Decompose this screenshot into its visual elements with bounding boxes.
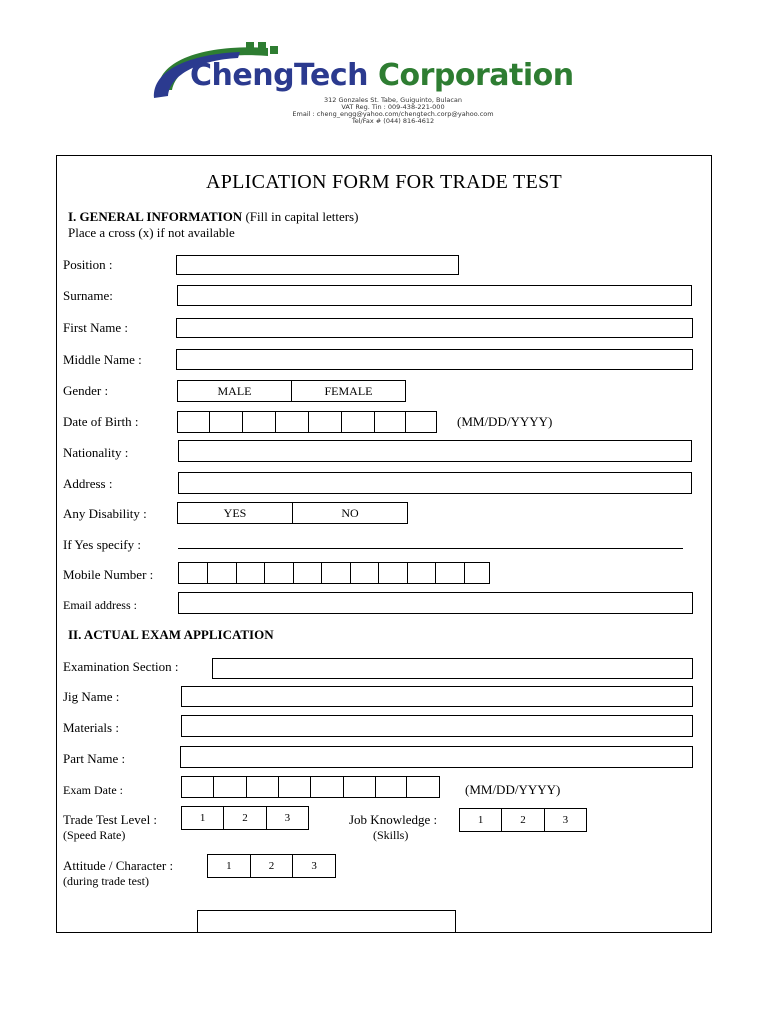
trade-test-scale	[181, 806, 309, 830]
trade-test-level-label: Trade Test Level :	[63, 812, 158, 827]
exam-date-cell[interactable]	[278, 777, 310, 797]
mobile-cell[interactable]	[464, 563, 489, 583]
email-line: Email : cheng_engg@yahoo.com/chengtech.corp@yahoo.com	[292, 110, 494, 118]
dob-cell[interactable]	[242, 412, 275, 432]
exam-date-cell[interactable]	[182, 777, 213, 797]
exam-date-cells[interactable]	[181, 776, 440, 798]
email-field[interactable]	[178, 592, 693, 614]
exam-date-label: Exam Date :	[63, 783, 123, 797]
middle-name-label: Middle Name :	[63, 352, 142, 367]
telfax-line: Tel/Fax # (044) 816-4612	[351, 117, 435, 125]
company-logo	[150, 40, 620, 125]
dob-label: Date of Birth :	[63, 414, 139, 429]
nationality-label: Nationality :	[63, 445, 129, 460]
mobile-cell[interactable]	[407, 563, 435, 583]
mobile-cells[interactable]	[178, 562, 490, 584]
dob-cell[interactable]	[209, 412, 242, 432]
address-label: Address :	[63, 476, 113, 491]
mobile-cell[interactable]	[378, 563, 407, 583]
attitude-option-1[interactable]: 1	[226, 860, 232, 872]
job-knowledge-label: Job Knowledge :	[349, 812, 438, 827]
jig-name-label: Jig Name :	[63, 689, 120, 704]
mobile-cell[interactable]	[264, 563, 293, 583]
disability-options	[177, 502, 408, 524]
exam-date-cell[interactable]	[375, 777, 406, 797]
exam-section-field[interactable]	[212, 658, 693, 679]
address-line: 312 Gonzales St. Tabe, Guiguinto, Bulacan	[323, 96, 463, 104]
job-knowledge-option-2[interactable]: 2	[501, 809, 543, 831]
nationality-field[interactable]	[178, 440, 692, 462]
position-label: Position :	[63, 257, 113, 272]
dob-cell[interactable]	[178, 412, 209, 432]
attitude-option-3[interactable]: 3	[292, 855, 335, 877]
dob-cell[interactable]	[374, 412, 405, 432]
materials-field[interactable]	[181, 715, 693, 737]
gender-options	[177, 380, 406, 402]
mobile-cell[interactable]	[207, 563, 236, 583]
attitude-label: Attitude / Character :	[63, 858, 174, 873]
email-label: Email address :	[63, 598, 137, 612]
dob-cell[interactable]	[308, 412, 341, 432]
jig-name-field[interactable]	[181, 686, 693, 707]
disability-option-yes[interactable]: YES	[223, 505, 247, 520]
mobile-cell[interactable]	[293, 563, 321, 583]
position-field[interactable]	[176, 255, 459, 275]
dob-cell[interactable]	[341, 412, 374, 432]
signature-box[interactable]	[197, 910, 456, 932]
surname-label: Surname:	[63, 288, 113, 303]
first-name-field[interactable]	[176, 318, 693, 338]
gender-option-male[interactable]: MALE	[217, 383, 252, 398]
dob-cells[interactable]	[177, 411, 437, 433]
materials-label: Materials :	[63, 720, 119, 735]
part-name-label: Part Name :	[63, 751, 126, 766]
exam-date-cell[interactable]	[213, 777, 246, 797]
section-exam-heading: II. ACTUAL EXAM APPLICATION	[68, 627, 274, 642]
part-name-field[interactable]	[180, 746, 693, 768]
company-name: ChengTech Corporation	[190, 58, 574, 93]
trade-test-option-2[interactable]: 2	[223, 807, 265, 829]
exam-date-cell[interactable]	[343, 777, 375, 797]
job-knowledge-option-3[interactable]: 3	[544, 809, 586, 831]
exam-date-format-hint: (MM/DD/YYYY)	[465, 782, 561, 797]
exam-section-label: Examination Section :	[63, 659, 179, 674]
trade-test-option-3[interactable]: 3	[266, 807, 308, 829]
job-knowledge-sub: (Skills)	[373, 828, 409, 842]
disability-label: Any Disability :	[63, 506, 147, 521]
job-knowledge-scale	[459, 808, 587, 832]
form-title: APLICATION FORM FOR TRADE TEST	[205, 171, 563, 193]
attitude-scale	[207, 854, 336, 878]
attitude-option-2[interactable]: 2	[250, 855, 293, 877]
if-yes-line[interactable]	[178, 548, 683, 549]
section-instruction: Place a cross (x) if not available	[68, 225, 235, 240]
dob-format-hint: (MM/DD/YYYY)	[457, 414, 553, 429]
middle-name-field[interactable]	[176, 349, 693, 370]
job-knowledge-option-1[interactable]: 1	[477, 814, 484, 826]
exam-date-cell[interactable]	[406, 777, 439, 797]
first-name-label: First Name :	[63, 320, 128, 335]
address-field[interactable]	[178, 472, 692, 494]
mobile-cell[interactable]	[435, 563, 464, 583]
dob-cell[interactable]	[405, 412, 436, 432]
mobile-label: Mobile Number :	[63, 567, 154, 582]
if-yes-label: If Yes specify :	[63, 537, 141, 552]
section-general-heading: I. GENERAL INFORMATION (Fill in capital letters)	[68, 209, 359, 224]
exam-date-cell[interactable]	[246, 777, 278, 797]
mobile-cell[interactable]	[350, 563, 378, 583]
mobile-cell[interactable]	[179, 563, 207, 583]
disability-option-no[interactable]: NO	[292, 503, 407, 523]
attitude-sub: (during trade test)	[63, 874, 149, 888]
vat-line: VAT Reg. Tin : 009-438-221-000	[341, 103, 445, 111]
gender-label: Gender :	[63, 383, 109, 398]
mobile-cell[interactable]	[236, 563, 264, 583]
trade-test-sub: (Speed Rate)	[63, 828, 126, 842]
dob-cell[interactable]	[275, 412, 308, 432]
trade-test-option-1[interactable]: 1	[199, 812, 206, 824]
mobile-cell[interactable]	[321, 563, 350, 583]
gender-option-female[interactable]: FEMALE	[291, 381, 405, 401]
exam-date-cell[interactable]	[310, 777, 343, 797]
surname-field[interactable]	[177, 285, 692, 306]
